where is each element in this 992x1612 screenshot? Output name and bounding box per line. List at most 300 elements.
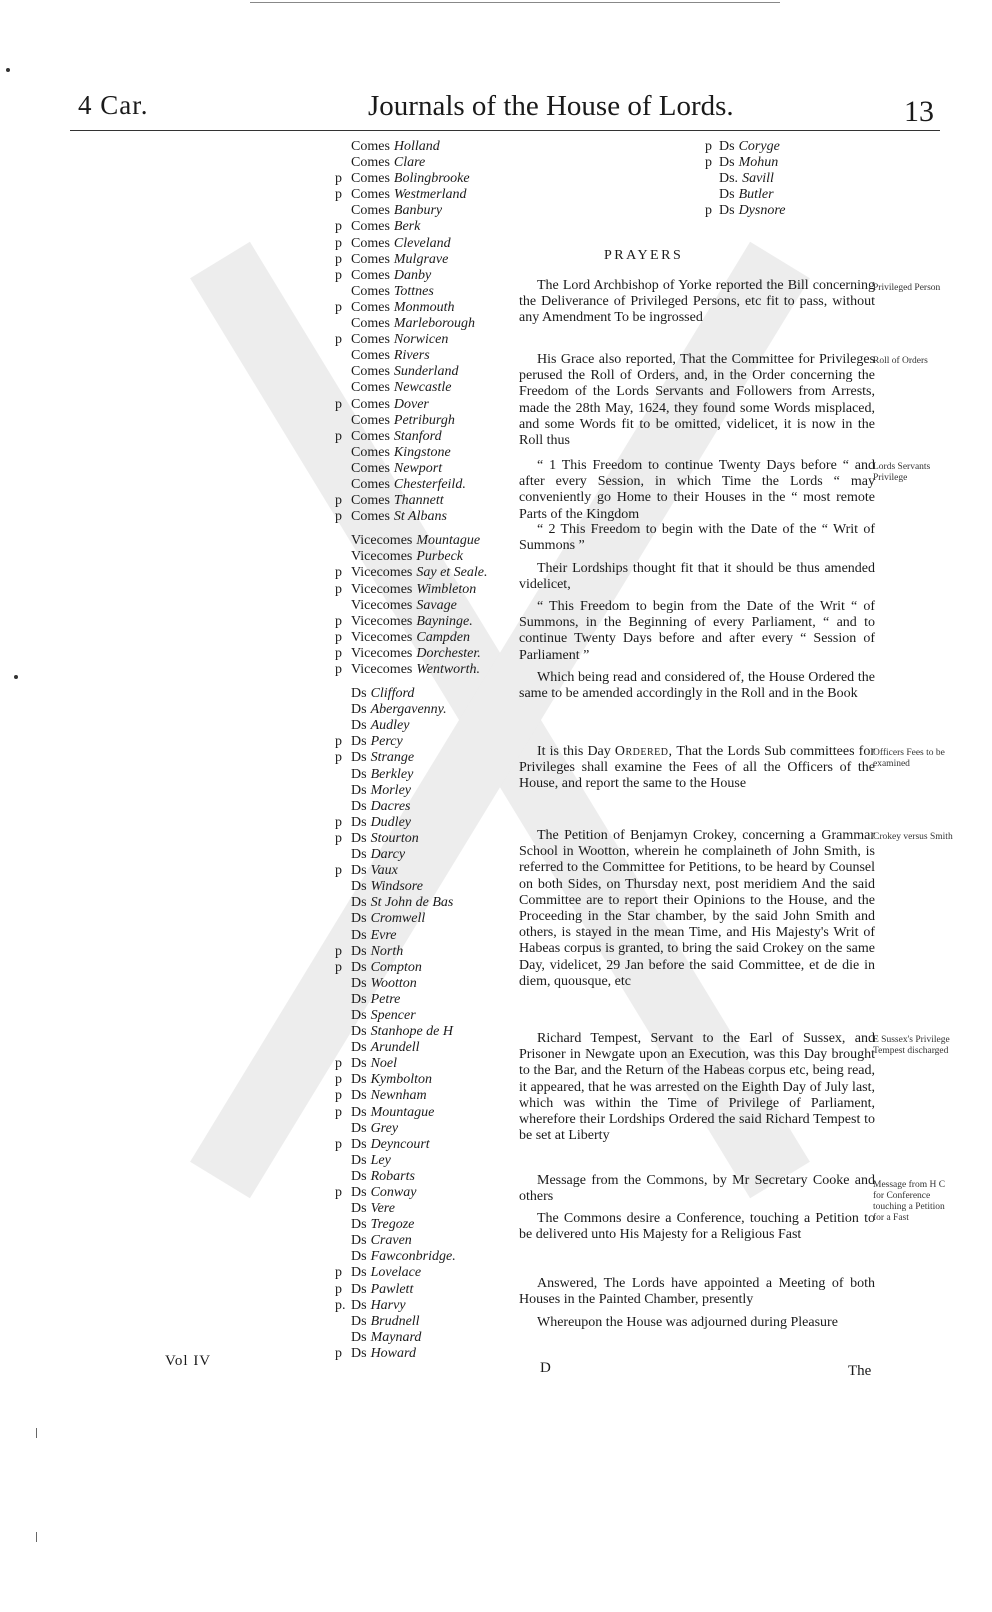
peer-rank: Comes (351, 155, 390, 171)
peer-title (351, 815, 411, 831)
peer-title (351, 1153, 391, 1169)
peer-rank: Ds (351, 975, 367, 991)
peer-title (351, 895, 453, 911)
paragraph-text: Richard Tempest, Servant to the Earl of Sussex, and Prisoner in Newgate upon an Execution, was this Day brought to the Bar, and the Return of the Habeas corpus etc, being read, it appeared, that he was arrested on the Eighth Day of July last, which was within the Time of Privilege of Parliament, wherefore their Lordships Ordered the said Richard Tempest to be set at Liberty (519, 1031, 875, 1144)
peer-rank: Ds (351, 1168, 367, 1184)
peer-title (351, 477, 466, 493)
peer-rank: Ds (351, 1265, 367, 1281)
peer-name: Pawlett (370, 1281, 414, 1297)
peer-title (351, 582, 476, 598)
peer-entry (705, 187, 845, 203)
peer-rank: Ds (351, 734, 367, 750)
present-mark: p (705, 203, 712, 219)
paragraph-text: Whereupon the House was adjourned during Pleasure (537, 1315, 838, 1330)
peer-title (351, 155, 425, 171)
peer-entry (335, 461, 510, 477)
peer-name: St Albans (393, 509, 447, 525)
present-mark: p (335, 830, 342, 846)
peer-entry (335, 1008, 510, 1024)
peer-name: Newcastle (393, 380, 452, 396)
present-mark: p (335, 1265, 342, 1281)
present-mark: p (335, 814, 342, 830)
scan-speck (36, 1532, 37, 1542)
quotation-amended-freedom (519, 599, 875, 664)
peer-name: Grey (370, 1120, 399, 1136)
peer-name: Newport (393, 460, 443, 476)
present-mark: p (335, 251, 342, 267)
peer-name: Newnham (370, 1088, 427, 1104)
peer-entry (335, 879, 510, 895)
peer-rank: Ds (351, 991, 367, 1007)
peer-entry (335, 718, 510, 734)
paragraph-text: The Lord Archbishop of Yorke reported the Bill concerning the Deliverance of Privileged Persons, etc fit to pass, without any Amendment To be ingrossed (519, 278, 875, 326)
peer-entry (335, 509, 510, 525)
peer-rank: Comes (351, 251, 390, 267)
peer-title (351, 316, 475, 332)
peer-rank: Ds (351, 1297, 367, 1313)
present-mark: p (335, 1072, 342, 1088)
peer-title (351, 252, 448, 268)
margin-note: Message from H C for Conference touching a Petition for a Fast (873, 1180, 946, 1223)
peer-rank: Ds (351, 1040, 367, 1056)
paragraph-crokey-petition (519, 828, 875, 990)
peer-name: Sunderland (393, 364, 459, 380)
peer-rank: Comes (351, 493, 390, 509)
peer-rank: Ds (351, 863, 367, 879)
peer-name: Savill (742, 171, 774, 187)
peer-entry (705, 139, 845, 155)
peer-name: Dudley (370, 814, 411, 830)
peer-entry (335, 1072, 510, 1088)
peer-rank: Comes (351, 380, 390, 396)
peer-name: Percy (370, 734, 403, 750)
paragraph-officers-fees (519, 744, 875, 793)
peer-rank: Comes (351, 509, 390, 525)
paragraph-text: Message from the Commons, by Mr Secretary Cooke and others (519, 1173, 875, 1205)
peer-name: Harvy (370, 1297, 406, 1313)
peer-title (719, 187, 774, 203)
paragraph-bill-privileged-persons (519, 278, 875, 327)
peer-entry (335, 1346, 510, 1362)
peer-rank: Comes (351, 348, 390, 364)
peer-entry (335, 332, 510, 348)
peer-name: Bayninge. (416, 613, 473, 629)
peer-rank: Comes (351, 235, 390, 251)
present-mark: p (335, 863, 342, 879)
peer-rank: Comes (351, 396, 390, 412)
peer-entry (335, 815, 510, 831)
present-mark: p (335, 613, 342, 629)
peer-title (351, 1008, 416, 1024)
margin-note: Roll of Orders (873, 356, 928, 366)
peer-title (351, 960, 422, 976)
peer-entry (335, 1169, 510, 1185)
peer-title (351, 1137, 430, 1153)
peer-entry (335, 1314, 510, 1330)
peer-title (351, 203, 442, 219)
peer-title (351, 1024, 453, 1040)
peer-name: Vere (370, 1201, 395, 1217)
peer-rank: Ds (351, 1217, 367, 1233)
list-gap (335, 525, 510, 533)
peer-title (351, 718, 409, 734)
peer-entry (335, 847, 510, 863)
peer-title (351, 1201, 395, 1217)
present-mark: p (335, 565, 342, 581)
peer-rank: Ds (351, 782, 367, 798)
peer-rank: Ds (351, 1136, 367, 1152)
peer-name: Butler (738, 187, 774, 203)
peer-rank: Ds (719, 187, 735, 203)
peer-name: Norwicen (393, 332, 449, 348)
peer-entry (335, 565, 510, 581)
paragraph-text (519, 744, 875, 793)
peer-name: Dover (393, 396, 429, 412)
peer-entry (335, 171, 510, 187)
peer-name: Fawconbridge. (370, 1249, 456, 1265)
peer-name: Clifford (370, 686, 415, 702)
peer-title (351, 646, 481, 662)
margin-note: Officers Fees to be examined (873, 748, 945, 769)
peer-name: Evre (370, 927, 397, 943)
peer-entry (335, 944, 510, 960)
peer-name: Craven (370, 1233, 412, 1249)
present-mark: p. (335, 1297, 346, 1313)
present-mark: p (335, 299, 342, 315)
peer-title (351, 598, 457, 614)
peer-title (351, 509, 447, 525)
peer-title (351, 1056, 397, 1072)
peer-title (351, 630, 470, 646)
page-title: Journals of the House of Lords. (368, 90, 734, 122)
peer-rank: Vicecomes (351, 581, 413, 597)
peer-entry (335, 252, 510, 268)
peer-rank: Ds (351, 1345, 367, 1361)
present-mark: p (335, 1104, 342, 1120)
present-mark: p (705, 155, 712, 171)
peer-entry (335, 911, 510, 927)
peer-rank: Ds (351, 1249, 367, 1265)
peer-entry (335, 1217, 510, 1233)
peer-name: Maynard (370, 1329, 422, 1345)
peer-title (351, 445, 451, 461)
peer-rank: Ds (351, 1313, 367, 1329)
peer-entry (335, 413, 510, 429)
peer-name: Brudnell (370, 1313, 420, 1329)
peer-entry (335, 1121, 510, 1137)
peer-name: Ley (370, 1152, 391, 1168)
present-mark: p (705, 139, 712, 154)
peer-title (351, 219, 420, 235)
paragraph-conference-request (519, 1211, 875, 1243)
peer-rank: Ds (351, 718, 367, 734)
peer-rank: Vicecomes (351, 533, 413, 549)
peer-title (351, 300, 455, 316)
peer-entry (335, 139, 510, 155)
peer-title (351, 831, 419, 847)
peer-rank: Vicecomes (351, 662, 413, 677)
peer-title (351, 284, 434, 300)
peer-title (351, 1169, 415, 1185)
peer-name: Savage (416, 597, 457, 613)
peer-rank: Ds (351, 1201, 367, 1217)
peer-title (351, 976, 417, 992)
peer-rank: Ds (351, 943, 367, 959)
paragraph-rest: That the Lords Sub committees for Privileges shall examine the Fees of all the Officers of the House, and report the same to the House (519, 744, 875, 792)
peer-name: Kymbolton (370, 1072, 433, 1088)
peer-title (351, 493, 444, 509)
peer-name: Mountague (416, 533, 481, 549)
peer-entry (335, 316, 510, 332)
peer-entry (335, 380, 510, 396)
peer-entry (335, 187, 510, 203)
peer-name: Deyncourt (370, 1136, 430, 1152)
peer-entry (335, 630, 510, 646)
peer-entry (335, 992, 510, 1008)
peer-name: Vaux (370, 863, 398, 879)
peer-name: Mulgrave (393, 251, 449, 267)
peer-title (351, 380, 451, 396)
paragraph-tempest (519, 1031, 875, 1144)
peer-entry (335, 662, 510, 678)
peer-rank: Ds (351, 1024, 367, 1040)
present-mark: p (335, 959, 342, 975)
peer-title (351, 461, 442, 477)
peer-rank: Ds (351, 750, 367, 766)
margin-note: Crokey versus Smith (873, 832, 953, 842)
paragraph-text: “ 1 This Freedom to continue Twenty Days before “ and after every Session, in which Time the Lords “ may conveniently go Home to their Houses in the “ most remote Parts of the Kingdom (519, 458, 875, 522)
peer-rank: Ds (351, 798, 367, 814)
present-mark: p (335, 1281, 342, 1297)
peer-title (351, 783, 411, 799)
peer-rank: Comes (351, 476, 390, 492)
peer-title (351, 1298, 406, 1314)
peer-title (351, 992, 400, 1008)
peer-entry (335, 1105, 510, 1121)
peer-rank: Ds (719, 139, 735, 154)
peer-rank: Ds (351, 1072, 367, 1088)
peer-rank: Comes (351, 139, 390, 154)
peer-title (351, 686, 414, 702)
peer-entry (335, 493, 510, 509)
peer-entry (335, 1282, 510, 1298)
peer-title (351, 1105, 434, 1121)
peer-name: Robarts (370, 1168, 415, 1184)
peer-name: Danby (393, 267, 432, 283)
peer-title (351, 1121, 398, 1137)
scan-speck (6, 68, 10, 72)
paragraph-text: The Petition of Benjamyn Crokey, concerning a Grammar School in Wootton, wherein he complaineth of John Smith, is referred to the Committee for Petitions, to be heard by Counsel on both Sides, on Thursday next, post meridiem And the said Committee are to report their Opinions to the House, and the Proceeding in the Star chamber, by the said John Smith and others, is stayed in the mean Time, and His Majesty's Writ of Habeas corpus is granted, to bring the said Crokey on the same Day, videlicet, 29 Jan before the said Committee, et de die in diem, quousque, etc (519, 828, 875, 989)
peer-title (351, 911, 425, 927)
peer-name: Arundell (370, 1040, 420, 1056)
peer-entry (335, 799, 510, 815)
peer-rank: Comes (351, 187, 390, 203)
peer-name: Strange (370, 750, 415, 766)
peer-title (351, 614, 473, 630)
paragraph-ordered-amended (519, 670, 875, 702)
peer-rank: Comes (351, 364, 390, 380)
peer-entry (335, 1298, 510, 1314)
peer-name: Wootton (370, 975, 417, 991)
peer-rank: Comes (351, 283, 390, 299)
paragraph-text: Which being read and considered of, the House Ordered the same to be amended accordingly in the Roll and in the Book (519, 670, 875, 702)
peer-rank: Comes (351, 171, 390, 187)
peer-entry (335, 895, 510, 911)
peer-entry (335, 1088, 510, 1104)
peer-entry (335, 445, 510, 461)
peer-rank: Ds (351, 959, 367, 975)
paragraph-answered (519, 1276, 875, 1308)
peer-name: Say et Seale. (416, 565, 488, 581)
peer-name: Audley (370, 718, 410, 734)
peer-name: Purbeck (416, 549, 464, 565)
peer-title (351, 364, 458, 380)
present-mark: p (335, 1056, 342, 1072)
page-number: 13 (904, 95, 934, 128)
peer-rank: Ds (351, 830, 367, 846)
peer-rank: Ds (351, 1088, 367, 1104)
peer-title (351, 236, 451, 252)
peer-rank: Ds (351, 847, 367, 863)
peer-title (351, 767, 413, 783)
peer-name: Spencer (370, 1007, 416, 1023)
margin-note: Privileged Person (873, 283, 941, 293)
peer-entry (335, 533, 510, 549)
peer-name: Howard (370, 1345, 416, 1361)
present-mark: p (335, 734, 342, 750)
peer-title (351, 928, 396, 944)
peer-name: Coryge (738, 139, 780, 154)
peer-name: Abergavenny. (370, 702, 447, 718)
peer-name: Cromwell (370, 911, 426, 927)
peer-rank: Comes (351, 460, 390, 476)
peer-entry (335, 598, 510, 614)
peer-name: Monmouth (393, 299, 455, 315)
peer-name: Clare (393, 155, 426, 171)
peer-rank: Comes (351, 299, 390, 315)
peer-rank: Ds (351, 1281, 367, 1297)
scan-speck (14, 675, 18, 679)
peer-entry (335, 1249, 510, 1265)
peer-rank: Ds (351, 879, 367, 895)
peer-name: Chesterfeild. (393, 476, 466, 492)
peer-title (351, 879, 423, 895)
regnal-year: 4 Car. (78, 90, 149, 120)
paragraph-text: “ 2 This Freedom to begin with the Date of the “ Writ of Summons ” (519, 522, 875, 554)
peer-entry (335, 734, 510, 750)
peer-entry (335, 397, 510, 413)
list-gap (335, 678, 510, 686)
present-mark: p (335, 662, 342, 677)
peer-name: Cleveland (393, 235, 451, 251)
peer-entry (335, 364, 510, 380)
peer-entry (335, 928, 510, 944)
peer-rank: Comes (351, 203, 390, 219)
paragraph-roll-of-orders (519, 352, 875, 449)
peer-title (351, 863, 398, 879)
peer-title (351, 533, 480, 549)
peer-entry (335, 1201, 510, 1217)
margin-note: Lords Servants Privilege (873, 462, 931, 483)
peer-name: Tottnes (393, 283, 434, 299)
peer-entry (335, 155, 510, 171)
peer-name: Dorchester. (416, 645, 481, 661)
peers-attendance-list-continued (705, 139, 845, 219)
peer-rank: Ds (351, 1185, 367, 1200)
peer-rank: Vicecomes (351, 629, 413, 645)
peer-title (351, 1217, 414, 1233)
peer-title (351, 702, 447, 718)
peer-entry (335, 348, 510, 364)
peer-title (351, 332, 448, 348)
peer-entry (335, 203, 510, 219)
peer-title (351, 1233, 412, 1249)
peer-rank: Ds (351, 911, 367, 927)
present-mark: p (335, 171, 342, 187)
peer-entry (335, 614, 510, 630)
peer-entry (335, 767, 510, 783)
peer-rank: Comes (351, 316, 390, 332)
peer-name: Kingstone (393, 444, 451, 460)
peer-title (351, 799, 410, 815)
peer-name: Westmerland (393, 187, 467, 203)
peer-entry (335, 236, 510, 252)
peer-rank: Ds (351, 1056, 367, 1072)
peer-entry (705, 155, 845, 171)
peer-title (351, 429, 442, 445)
present-mark: p (335, 1136, 342, 1152)
peer-rank: Comes (351, 428, 390, 444)
peer-name: Stanhope de H (370, 1024, 453, 1040)
peer-title (719, 155, 778, 171)
peer-name: Tregoze (370, 1217, 415, 1233)
volume-label: Vol IV (165, 1353, 212, 1369)
peer-title (351, 1185, 416, 1201)
prayers-heading: PRAYERS (604, 248, 684, 263)
peer-rank: Ds (351, 1104, 367, 1120)
scan-speck (36, 1428, 37, 1438)
ordered-word: Ordered, (614, 744, 673, 759)
peer-title (351, 397, 429, 413)
peer-name: Noel (370, 1056, 398, 1072)
peer-title (351, 1088, 427, 1104)
peer-entry (335, 582, 510, 598)
margin-note: E Sussex's Privilege Tempest discharged (873, 1035, 950, 1056)
present-mark: p (335, 1185, 342, 1200)
peer-entry (335, 477, 510, 493)
peer-rank: Ds (351, 814, 367, 830)
peer-entry (335, 1040, 510, 1056)
peer-name: Windsore (370, 879, 423, 895)
peer-rank: Ds (351, 766, 367, 782)
peer-title (351, 1249, 456, 1265)
peer-name: Marleborough (393, 316, 476, 332)
paragraph-text: Their Lordships thought fit that it should be thus amended videlicet, (519, 561, 875, 593)
peer-entry (705, 203, 845, 219)
peer-title (351, 565, 488, 581)
peer-entry (335, 783, 510, 799)
peer-rank: Comes (351, 412, 390, 428)
peer-title (351, 549, 463, 565)
present-mark: p (335, 509, 342, 525)
peer-name: Wimbleton (416, 581, 477, 597)
peer-entry (335, 702, 510, 718)
peer-rank: Vicecomes (351, 549, 413, 565)
peer-title (351, 187, 466, 203)
peer-entry (705, 171, 845, 187)
peer-rank: Ds (351, 1233, 367, 1249)
paragraph-text: “ This Freedom to begin from the Date of the Writ “ of Summons, in the Beginning of every Parliament, “ and to continue Twenty Days before and after every “ Session of Parliament ” (519, 599, 875, 663)
